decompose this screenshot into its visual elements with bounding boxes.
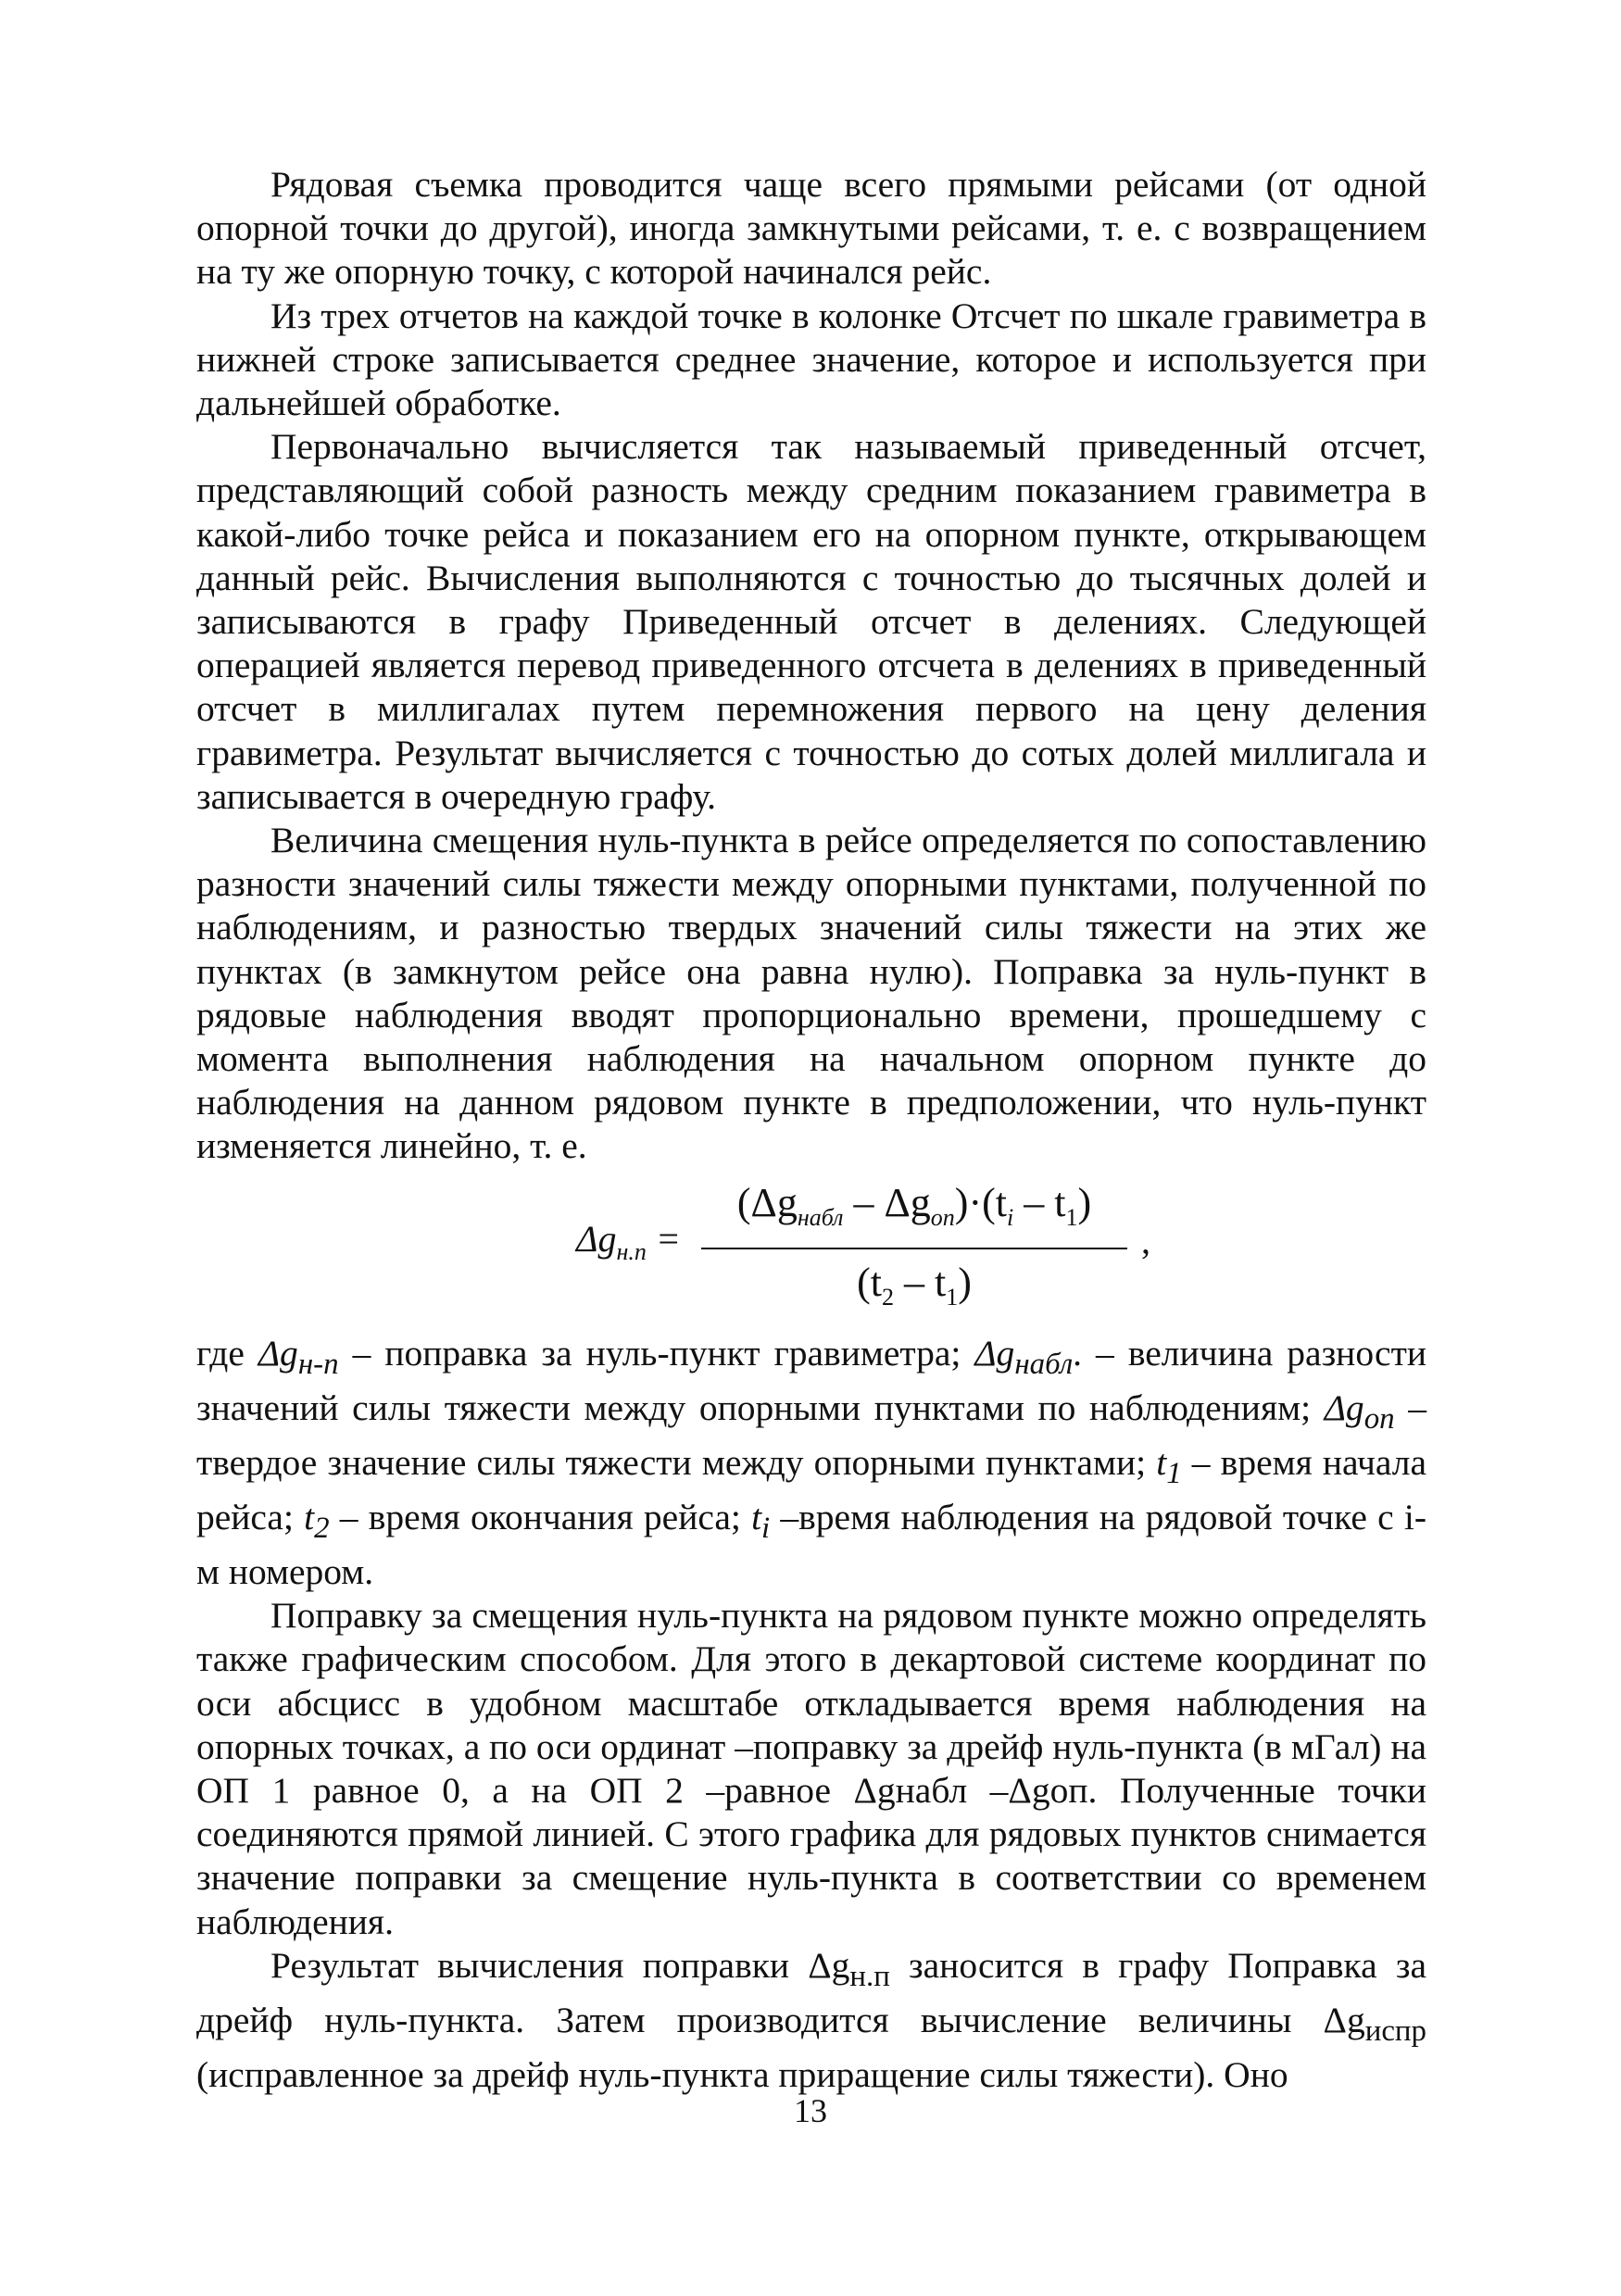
num-sub: набл (797, 1203, 844, 1231)
formula-lhs-subscript: н.п (616, 1237, 647, 1265)
num-part: ) (1077, 1179, 1092, 1225)
paragraph-legend (196, 1332, 1426, 1595)
last-paragraph-text: Результат вычисления поправки Δg (270, 1944, 850, 1986)
legend-text: – время окончания рейса; (329, 1496, 752, 1537)
den-part: (t (857, 1260, 882, 1306)
legend-text: – поправка за нуль-пункт гравиметра; (338, 1332, 975, 1374)
legend-sub: i (761, 1511, 771, 1545)
legend-symbol: Δg (1324, 1386, 1364, 1428)
legend-symbol: t (304, 1496, 315, 1537)
legend-symbol: Δg (974, 1332, 1015, 1374)
fraction-bar (701, 1248, 1127, 1249)
paragraph-1: Рядовая съемка проводится чаще всего прямыми рейсами (от одной опорной точки до другой), иногда замкнутыми рейсами, т. е. с возвращением на ту же опорную точку, с которой начинался рейс. (196, 164, 1426, 293)
zero-point-correction-formula (196, 1174, 1426, 1332)
last-paragraph-text: (исправленное за дрейф нуль-пункта приращение силы тяжести). Оно (196, 2054, 1288, 2096)
legend-text: где (196, 1332, 258, 1374)
num-part: )·(t (954, 1179, 1007, 1225)
legend-text: –время наблюдения на рядовой точке с i-м номером. (196, 1496, 1426, 1593)
num-sub: оп (930, 1203, 955, 1231)
paragraph-2: Из трех отчетов на каждой точке в колонке Отсчет по шкале гравиметра в нижней строке записывается среднее значение, которое и используется при дальнейшей обработке. (196, 295, 1426, 424)
den-part: – t (894, 1260, 947, 1306)
legend-sub: 1 (1166, 1456, 1182, 1490)
legend-symbol: t (751, 1496, 762, 1537)
den-part: ) (958, 1260, 972, 1306)
formula-equals: = (646, 1217, 681, 1260)
formula-lhs-symbol: Δg (576, 1217, 617, 1260)
legend-text: . – величина разности значений силы тяжести между опорными пунктами по наблюдениям; (196, 1332, 1426, 1428)
num-part: (Δg (736, 1179, 798, 1225)
formula-comma: , (1141, 1219, 1150, 1261)
legend-sub: оп (1363, 1401, 1395, 1436)
last-paragraph-text: заносится в графу Поправка за дрейф нуль-пункта. Затем производится вычисление величины Δg (196, 1944, 1427, 2040)
paragraph-7 (196, 1944, 1426, 2097)
page-body (196, 163, 1426, 2097)
legend-text: – время начала рейса; (196, 1441, 1426, 1537)
legend-symbol: t (1156, 1441, 1167, 1483)
last-paragraph-sub: испр (1364, 2014, 1426, 2048)
last-paragraph-sub: н.п (849, 1959, 890, 1993)
paragraph-4: Величина смещения нуль-пункта в рейсе определяется по сопоставлению разности значений силы тяжести между опорными пунктами, полученной по наблюдениям, и разностью твердых значений силы тяжести на этих же пунктах (в замкнутом рейсе она равна нулю). Поправка за нуль-пункт в рядовые наблюдения вводят пропорционально времени, прошедшему с момента выполнения наблюдения на начальном опорном пункте до наблюдения на данном рядовом пункте в предположении, что нуль-пункт изменяется линейно, т. е. (196, 820, 1426, 1167)
paragraph-3: Первоначально вычисляется так называемый приведенный отсчет, представляющий собой разность между средним показанием гравиметра в какой-либо точке рейса и показанием его на опорном пункте, открывающем данный рейс. Вычисления выполняются с точностью до тысячных долей и записываются в графу Приведенный отсчет в делениях. Следующей операцией является перевод приведенного отсчета в делениях в приведенный отсчет в миллигалах путем перемножения первого на цену деления гравиметра. Результат вычисляется с точностью до сотых долей миллигала и записывается в очередную графу. (196, 426, 1426, 817)
num-sub: i (1006, 1203, 1014, 1231)
legend-sub: набл (1014, 1347, 1074, 1381)
den-sub: 2 (882, 1284, 894, 1311)
formula-fraction (701, 1174, 1127, 1326)
legend-sub: н-п (297, 1347, 339, 1381)
legend-symbol: Δg (258, 1332, 298, 1374)
legend-text: – твердое значение силы тяжести между опорными пунктами; (196, 1386, 1427, 1483)
formula-numerator (701, 1174, 1127, 1247)
num-part: – Δg (843, 1179, 931, 1225)
page-number: 13 (794, 2092, 827, 2129)
formula-denominator (701, 1255, 1127, 1325)
den-sub: 1 (946, 1284, 959, 1311)
num-part: – t (1013, 1179, 1066, 1225)
legend-sub: 2 (314, 1511, 330, 1545)
num-sub: 1 (1065, 1203, 1078, 1231)
formula-lhs (576, 1217, 681, 1273)
paragraph-6: Поправку за смещения нуль-пункта на рядовом пункте можно определять также графическим способом. Для этого в декартовой системе координат по оси абсцисс в удобном масштабе откладывается время наблюдения на опорных точках, а по оси ординат –поправку за дрейф нуль-пункта (в мГал) на ОП 1 равное 0, а на ОП 2 –равное Δgнабл –Δgоп. Полученные точки соединяются прямой линией. С этого графика для рядовых пунктов снимается значение поправки за смещение нуль-пункта в соответствии со временем наблюдения. (196, 1595, 1426, 1942)
